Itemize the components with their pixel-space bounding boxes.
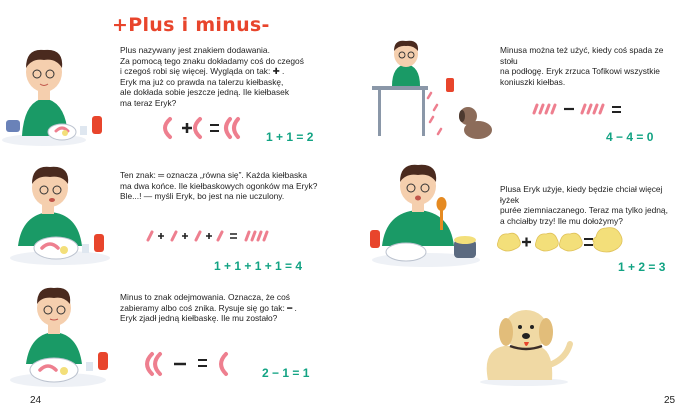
boy-with-plate-illustration — [4, 160, 116, 268]
dog-illustration — [468, 300, 578, 386]
section-5-equation: 1 + 2 = 3 — [618, 260, 666, 274]
sausage-minus-equation — [140, 350, 240, 378]
section-1-text: Plus nazywany jest znakiem dodawania. Za pomocą tego znaku dokładamy coś do czegoś i czegoś robi się więcej. Wygląda on tak: ✚ . Eryk ma już co prawda na talerzu kiełbaskę, ale dokłada sobie jeszcze jedną. Ile kiełbasek ma teraz Eryk? — [120, 45, 304, 108]
section-2-text: Ten znak: ═ oznacza „równa się”. Każda kiełbaska ma dwa końce. Ile kiełbaskowych ogonków ma Eryk? Ble...! — myśli Eryk, bo jest na nie uczulony. — [120, 170, 318, 202]
boy-ate-sausage-illustration — [4, 282, 116, 390]
boy-eating-illustration — [4, 40, 116, 148]
section-3-text: Minus to znak odejmowania. Oznacza, że coś zabieramy albo coś znika. Rysuje się go tak: ━ . Eryk zjadł jedną kiełbaskę. Ile mu zostało? — [120, 292, 297, 324]
puree-plus-equation — [496, 224, 626, 260]
section-2-equation: 1 + 1 + 1 + 1 = 4 — [214, 259, 303, 273]
sausage-tips-minus-equation — [530, 100, 634, 118]
section-5-text: Plusa Eryk użyje, kiedy będzie chciał więcej łyżek purée ziemniaczanego. Teraz ma tylko jedną, a chciałby trzy! Ile mu dołożymy? — [500, 184, 668, 226]
page-number-right: 25 — [664, 395, 676, 406]
section-1-equation: 1 + 1 = 2 — [266, 130, 314, 144]
section-3-equation: 2 − 1 = 1 — [262, 366, 310, 380]
section-4-equation: 4 − 4 = 0 — [606, 130, 654, 144]
section-4-text: Minusa można też użyć, kiedy coś spada ze stołu na podłogę. Eryk zrzuca Tofikowi wszystkie koniuszki kiełbas. — [500, 45, 664, 87]
page-number-left: 24 — [30, 395, 42, 406]
boy-at-table-with-dog-illustration — [368, 40, 498, 148]
boy-with-spoon-and-pot-illustration — [366, 160, 486, 270]
page-title: +Plus i minus- — [112, 14, 270, 36]
sausage-plus-equation — [160, 115, 246, 141]
sausage-tips-equation — [146, 228, 270, 244]
